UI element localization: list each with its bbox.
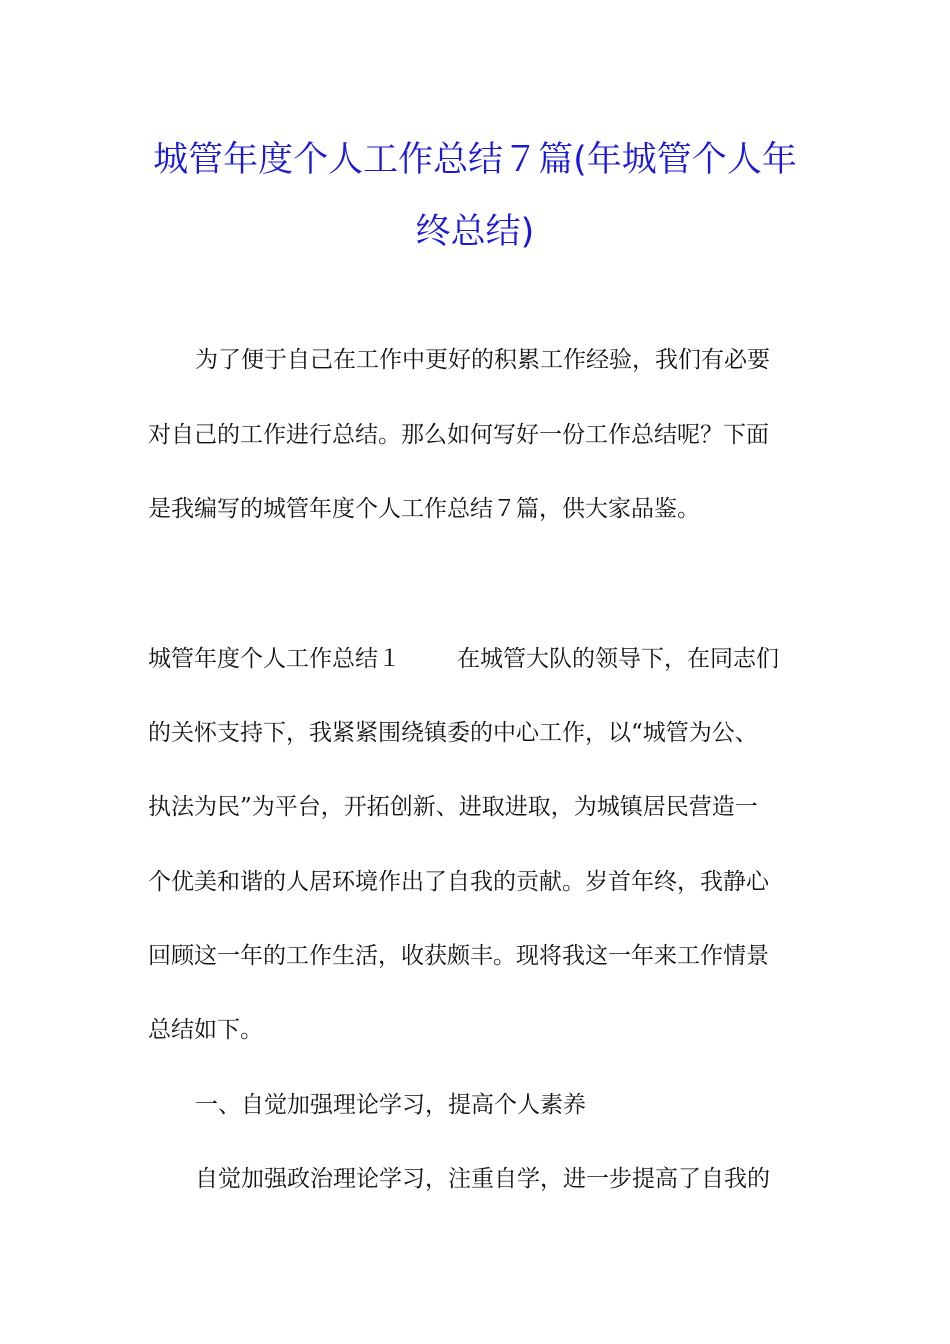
document-title-line-1: 城管年度个人工作总结７篇(年城管个人年 xyxy=(153,140,797,180)
section-1-first-line xyxy=(148,644,808,674)
intro-line-1: 为了便于自己在工作中更好的积累工作经验，我们有必要 xyxy=(195,347,770,373)
intro-line-3: 是我编写的城管年度个人工作总结７篇，供大家品鉴。 xyxy=(148,496,700,522)
part-1-line-1: 自觉加强政治理论学习，注重自学，进一步提高了自我的 xyxy=(195,1166,770,1192)
section-1-line-5: 回顾这一年的工作生活，收获颇丰。现将我这一年来工作情景 xyxy=(148,943,769,969)
section-1-first-line-text: 在城管大队的领导下，在同志们 xyxy=(457,646,779,672)
section-1-line-4: 个优美和谐的人居环境作出了自我的贡献。岁首年终，我静心 xyxy=(148,869,769,895)
part-1-heading: 一、自觉加强理论学习，提高个人素养 xyxy=(195,1092,586,1118)
document-title-line-2: 终总结) xyxy=(415,212,535,252)
intro-line-2: 对自己的工作进行总结。那么如何写好一份工作总结呢？下面 xyxy=(148,422,769,448)
section-1-heading: 城管年度个人工作总结１ xyxy=(148,646,401,672)
section-1-line-6: 总结如下。 xyxy=(148,1017,263,1043)
section-1-line-3: 执法为民”为平台，开拓创新、进取进取，为城镇居民营造一 xyxy=(148,794,758,820)
section-1-line-2: 的关怀支持下，我紧紧围绕镇委的中心工作，以“城管为公、 xyxy=(148,720,758,746)
